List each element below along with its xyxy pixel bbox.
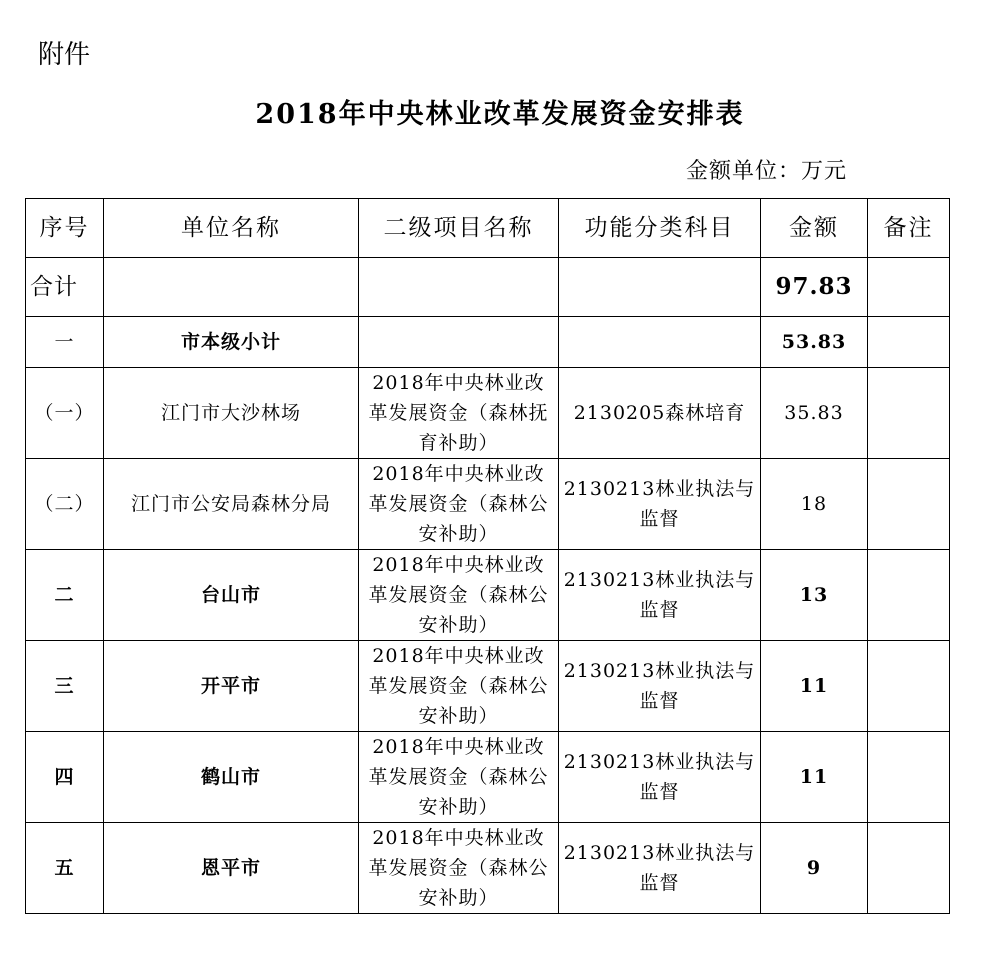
cell-no: 五 (26, 823, 104, 914)
table-row (26, 732, 950, 823)
total-note (868, 258, 950, 317)
total-project (359, 258, 559, 317)
total-row (26, 258, 950, 317)
cell-no: 三 (26, 641, 104, 732)
cell-no: 四 (26, 732, 104, 823)
cell-project: 2018年中央林业改革发展资金（森林公安补助） (359, 641, 559, 732)
cell-note (868, 550, 950, 641)
cell-amount: 9 (761, 823, 868, 914)
cell-no: （二） (26, 459, 104, 550)
document-title: 2018年中央林业改革发展资金安排表 (255, 99, 745, 130)
cell-project: 2018年中央林业改革发展资金（森林公安补助） (359, 732, 559, 823)
cell-unit: 江门市公安局森林分局 (104, 459, 359, 550)
table-row (26, 641, 950, 732)
cell-note (868, 823, 950, 914)
header-amount: 金额 (761, 199, 868, 258)
header-no: 序号 (26, 199, 104, 258)
header-subject: 功能分类科目 (559, 199, 761, 258)
cell-unit: 台山市 (104, 550, 359, 641)
cell-amount: 35.83 (761, 368, 868, 459)
total-unit (104, 258, 359, 317)
total-subject (559, 258, 761, 317)
cell-unit: 市本级小计 (104, 317, 359, 368)
cell-subject: 2130213林业执法与监督 (559, 823, 761, 914)
cell-amount: 11 (761, 732, 868, 823)
cell-note (868, 368, 950, 459)
cell-subject: 2130213林业执法与监督 (559, 732, 761, 823)
cell-note (868, 459, 950, 550)
cell-subject: 2130213林业执法与监督 (559, 641, 761, 732)
table-row (26, 550, 950, 641)
cell-no: 二 (26, 550, 104, 641)
cell-subject: 2130213林业执法与监督 (559, 550, 761, 641)
cell-note (868, 732, 950, 823)
table-row (26, 317, 950, 368)
attachment-label: 附件 (38, 40, 91, 70)
cell-no: （一） (26, 368, 104, 459)
header-project: 二级项目名称 (359, 199, 559, 258)
cell-unit: 开平市 (104, 641, 359, 732)
cell-no: 一 (26, 317, 104, 368)
unit-label: 金额单位：万元 (686, 159, 848, 184)
total-label: 合计 (26, 258, 104, 317)
table-header-row (26, 199, 950, 258)
cell-note (868, 317, 950, 368)
cell-project: 2018年中央林业改革发展资金（森林公安补助） (359, 459, 559, 550)
cell-amount: 18 (761, 459, 868, 550)
cell-note (868, 641, 950, 732)
header-note: 备注 (868, 199, 950, 258)
cell-project: 2018年中央林业改革发展资金（森林抚育补助） (359, 368, 559, 459)
table-row (26, 368, 950, 459)
header-unit: 单位名称 (104, 199, 359, 258)
cell-subject: 2130213林业执法与监督 (559, 459, 761, 550)
cell-amount: 13 (761, 550, 868, 641)
cell-amount: 11 (761, 641, 868, 732)
cell-unit: 恩平市 (104, 823, 359, 914)
cell-unit: 江门市大沙林场 (104, 368, 359, 459)
fund-allocation-table (25, 198, 950, 914)
cell-project: 2018年中央林业改革发展资金（森林公安补助） (359, 823, 559, 914)
cell-project (359, 317, 559, 368)
cell-subject (559, 317, 761, 368)
table-row (26, 823, 950, 914)
cell-unit: 鹤山市 (104, 732, 359, 823)
total-amount: 97.83 (761, 258, 868, 317)
cell-project: 2018年中央林业改革发展资金（森林公安补助） (359, 550, 559, 641)
cell-subject: 2130205森林培育 (559, 368, 761, 459)
table-row (26, 459, 950, 550)
cell-amount: 53.83 (761, 317, 868, 368)
